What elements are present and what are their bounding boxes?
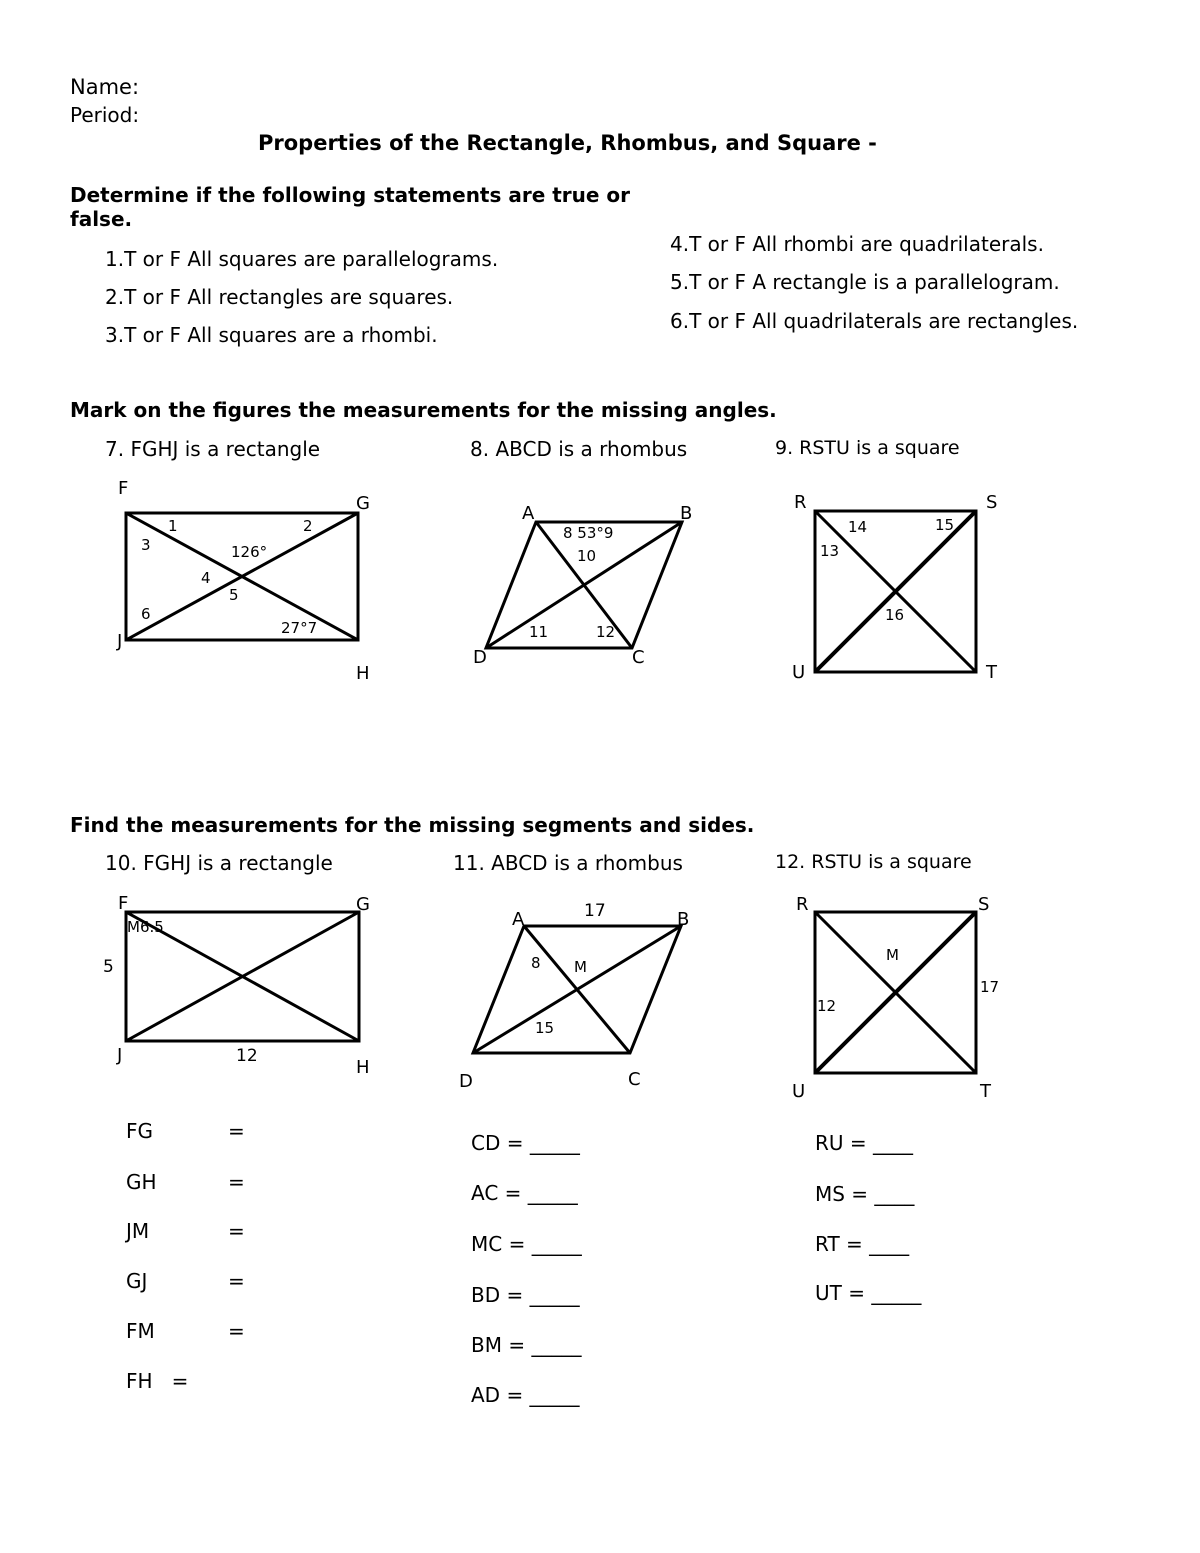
name-label: Name: bbox=[70, 75, 140, 99]
fig9-angle-16: 16 bbox=[885, 606, 905, 624]
fig7-angle-3: 3 bbox=[141, 536, 151, 554]
rect-answer-fm-equals: = bbox=[228, 1319, 245, 1343]
fig12-side-right: 17 bbox=[980, 978, 1000, 996]
rect-answer-fh: FH = bbox=[126, 1369, 189, 1393]
rect-answer-gh-equals: = bbox=[228, 1170, 245, 1194]
fig12-vertex-u: U bbox=[792, 1081, 806, 1102]
fig9-vertex-s: S bbox=[986, 492, 998, 513]
tf-item-3: 3.T or F All squares are a rhombi. bbox=[105, 323, 438, 347]
fig9-vertex-t: T bbox=[986, 662, 997, 683]
tf-item-4: 4.T or F All rhombi are quadrilaterals. bbox=[670, 232, 1044, 256]
fig7-angle-6: 6 bbox=[141, 605, 151, 623]
tf-item-2: 2.T or F All rectangles are squares. bbox=[105, 285, 454, 309]
fig11-seg-am: 8 bbox=[531, 954, 541, 972]
fig11-center-m: M bbox=[574, 958, 587, 976]
rect-answer-jm: JM bbox=[126, 1219, 150, 1243]
fig11-title: 11. ABCD is a rhombus bbox=[453, 851, 683, 875]
angles-instructions: Mark on the figures the measurements for the missing angles. bbox=[70, 398, 777, 422]
fig10-vertex-j: J bbox=[117, 1045, 123, 1066]
fig8-vertex-c: C bbox=[632, 647, 645, 668]
fig12-seg-left: 12 bbox=[817, 997, 837, 1015]
fig11-side-top: 17 bbox=[584, 901, 606, 921]
fig11-vertex-c: C bbox=[628, 1069, 641, 1090]
fig8-title: 8. ABCD is a rhombus bbox=[470, 437, 688, 461]
fig10-vertex-h: H bbox=[356, 1057, 370, 1078]
fig11-seg-dm: 15 bbox=[535, 1019, 555, 1037]
fig11-vertex-b: B bbox=[677, 909, 690, 930]
rect-answer-gj: GJ bbox=[126, 1269, 148, 1293]
true-false-instructions: Determine if the following statements are true or bbox=[70, 183, 631, 207]
fig8-vertex-b: B bbox=[680, 503, 693, 524]
fig7-given-center-angle: 126° bbox=[231, 543, 268, 561]
fig11-vertex-a: A bbox=[512, 909, 525, 930]
fig9-vertex-u: U bbox=[792, 662, 806, 683]
fig7-title: 7. FGHJ is a rectangle bbox=[105, 437, 321, 461]
rect-answer-fm: FM bbox=[126, 1319, 155, 1343]
fig8-angle-10: 10 bbox=[577, 547, 597, 565]
square-answer-ru: RU = ____ bbox=[815, 1131, 914, 1155]
rhombus-answer-cd: CD = _____ bbox=[471, 1131, 580, 1155]
tf-item-5: 5.T or F A rectangle is a parallelogram. bbox=[670, 270, 1060, 294]
fig7-vertex-h: H bbox=[356, 663, 370, 684]
fig10-side-left: 5 bbox=[103, 957, 114, 977]
rhombus-answer-mc: MC = _____ bbox=[471, 1232, 582, 1256]
fig7-angle-2: 2 bbox=[303, 517, 313, 535]
fig12-center-m: M bbox=[886, 946, 899, 964]
fig8-angle-11: 11 bbox=[529, 623, 549, 641]
true-false-instructions-cont: false. bbox=[70, 207, 133, 231]
fig12-vertex-t: T bbox=[980, 1081, 991, 1102]
fig10-side-bottom: 12 bbox=[236, 1046, 258, 1066]
fig8-vertex-d: D bbox=[473, 647, 487, 668]
segments-instructions: Find the measurements for the missing segments and sides. bbox=[70, 813, 755, 837]
rect-answer-gj-equals: = bbox=[228, 1269, 245, 1293]
tf-item-1: 1.T or F All squares are parallelograms. bbox=[105, 247, 499, 271]
square-answer-rt: RT = ____ bbox=[815, 1232, 910, 1256]
fig7-angle-5: 5 bbox=[229, 586, 239, 604]
tf-item-6: 6.T or F All quadrilaterals are rectangles. bbox=[670, 309, 1079, 333]
fig9-title: 9. RSTU is a square bbox=[775, 437, 960, 459]
fig8-given-top-angles: 8 53°9 bbox=[563, 524, 614, 542]
rect-answer-jm-equals: = bbox=[228, 1219, 245, 1243]
fig8-vertex-a: A bbox=[522, 503, 535, 524]
rect-answer-fg: FG bbox=[126, 1119, 154, 1143]
fig9-angle-14: 14 bbox=[848, 518, 868, 536]
fig9-angle-13: 13 bbox=[820, 542, 840, 560]
fig7-angle-4: 4 bbox=[201, 569, 211, 587]
fig9-vertex-r: R bbox=[794, 492, 807, 513]
fig10-title: 10. FGHJ is a rectangle bbox=[105, 851, 333, 875]
fig10-vertex-f: F bbox=[118, 893, 129, 914]
fig11-vertex-d: D bbox=[459, 1071, 473, 1092]
fig9-angle-15: 15 bbox=[935, 516, 955, 534]
fig7-vertex-g: G bbox=[356, 493, 370, 514]
rect-answer-fg-equals: = bbox=[228, 1119, 245, 1143]
fig12-vertex-r: R bbox=[796, 894, 809, 915]
fig7-vertex-f: F bbox=[118, 478, 129, 499]
square-answer-ms: MS = ____ bbox=[815, 1182, 915, 1206]
period-label: Period: bbox=[70, 103, 140, 127]
fig12-vertex-s: S bbox=[978, 894, 990, 915]
fig10-given-fm: M6.5 bbox=[127, 918, 164, 936]
fig12-title: 12. RSTU is a square bbox=[775, 851, 972, 873]
fig7-angle-1: 1 bbox=[168, 517, 178, 535]
page-title: Properties of the Rectangle, Rhombus, and Square - bbox=[258, 131, 877, 155]
rect-answer-gh: GH bbox=[126, 1170, 157, 1194]
fig10-vertex-g: G bbox=[356, 894, 370, 915]
rhombus-answer-ad: AD = _____ bbox=[471, 1383, 580, 1407]
fig7-given-corner-angle: 27°7 bbox=[281, 619, 318, 637]
fig7-vertex-j: J bbox=[117, 631, 123, 652]
rhombus-answer-bm: BM = _____ bbox=[471, 1333, 582, 1357]
rhombus-answer-ac: AC = _____ bbox=[471, 1181, 578, 1205]
fig8-angle-12: 12 bbox=[596, 623, 616, 641]
rhombus-answer-bd: BD = _____ bbox=[471, 1283, 580, 1307]
square-answer-ut: UT = _____ bbox=[815, 1281, 922, 1305]
